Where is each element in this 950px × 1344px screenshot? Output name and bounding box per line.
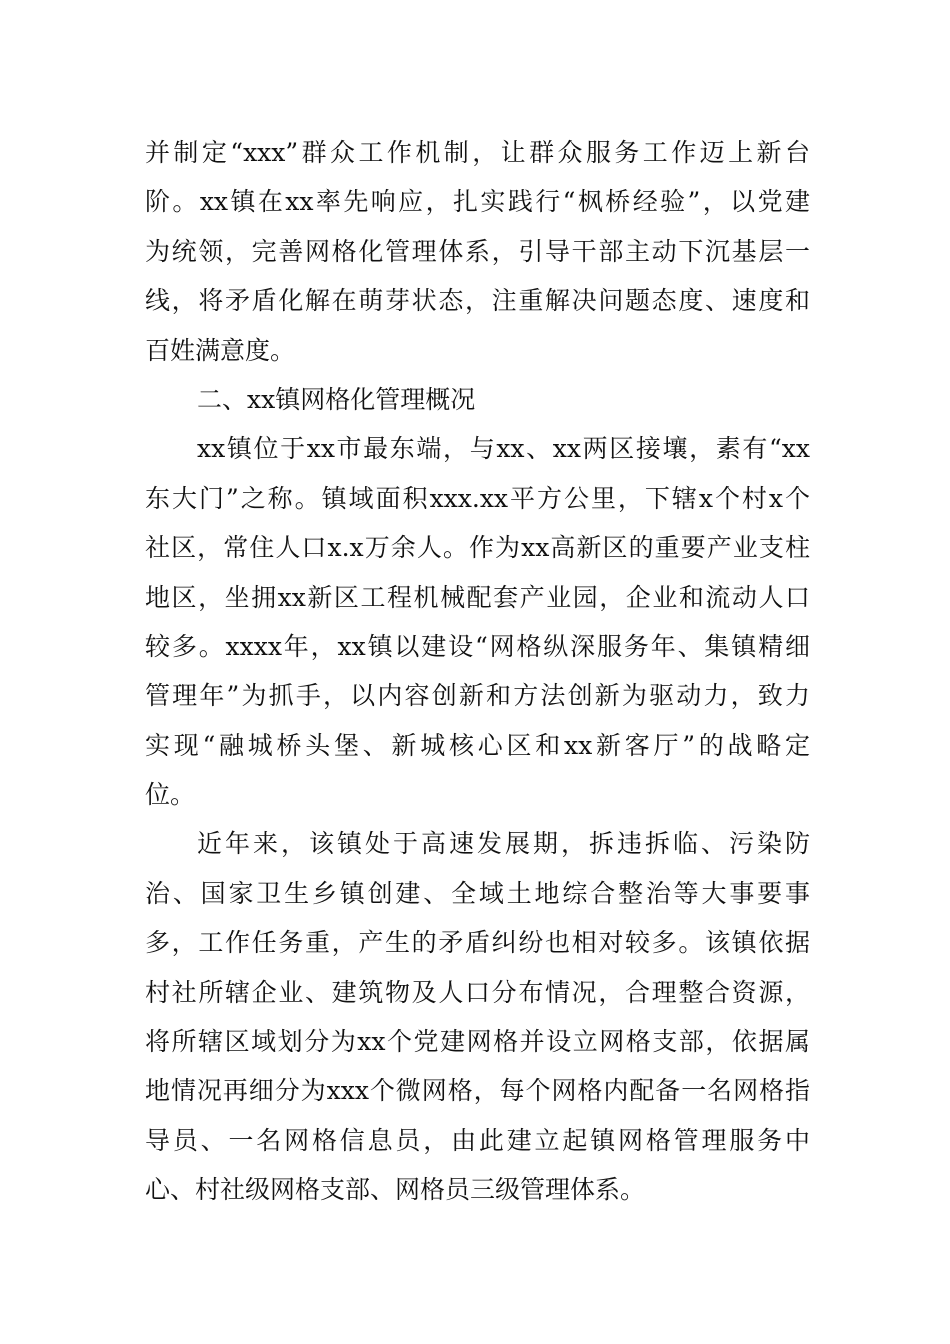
paragraph-line: 百姓满意度。 <box>145 335 296 365</box>
paragraph-overview <box>145 424 810 819</box>
paragraph-line: 治、国家卫生乡镇创建、全域土地综合整治等大事要事 <box>145 878 810 908</box>
paragraph-line: 社区，常住人口x.x万余人。作为xx高新区的重要产业支柱 <box>145 533 810 563</box>
paragraph-line: 线，将矛盾化解在萌芽状态，注重解决问题态度、速度和 <box>145 286 810 316</box>
paragraph-line: xx镇位于xx市最东端，与xx、xx两区接壤，素有“xx <box>197 434 810 464</box>
paragraph-line: 管理年”为抓手，以内容创新和方法创新为驱动力，致力 <box>145 681 810 711</box>
paragraph-line: 心、村社级网格支部、网格员三级管理体系。 <box>145 1175 646 1205</box>
paragraph-line: 导员、一名网格信息员，由此建立起镇网格管理服务中 <box>145 1125 810 1155</box>
paragraph-continued <box>145 128 810 375</box>
section-heading: 二、xx镇网格化管理概况 <box>197 384 476 414</box>
paragraph-line: 并制定“xxx”群众工作机制，让群众服务工作迈上新台 <box>145 138 810 167</box>
paragraph-line: 位。 <box>145 780 196 810</box>
paragraph-line: 实现“融城桥头堡、新城核心区和xx新客厅”的战略定 <box>145 730 810 760</box>
paragraph-line: 为统领，完善网格化管理体系，引导干部主动下沉基层一 <box>145 236 810 266</box>
paragraph-line: 较多。xxxx年，xx镇以建设“网格纵深服务年、集镇精细 <box>145 631 810 661</box>
paragraph-line: 地情况再细分为xxx个微网格，每个网格内配备一名网格指 <box>145 1076 810 1106</box>
paragraph-line: 多，工作任务重，产生的矛盾纠纷也相对较多。该镇依据 <box>145 928 810 958</box>
paragraph-line: 近年来，该镇处于高速发展期，拆违拆临、污染防 <box>197 829 810 859</box>
paragraph-line: 村社所辖企业、建筑物及人口分布情况，合理整合资源， <box>145 977 810 1007</box>
paragraph-line: 阶。xx镇在xx率先响应，扎实践行“枫桥经验”，以党建 <box>145 187 810 217</box>
paragraph-recent-years <box>145 819 810 1214</box>
document-body <box>145 128 810 1215</box>
paragraph-line: 东大门”之称。镇域面积xxx.xx平方公里，下辖x个村x个 <box>145 483 810 513</box>
paragraph-line: 将所辖区域划分为xx个党建网格并设立网格支部，依据属 <box>145 1027 810 1057</box>
paragraph-line: 地区，坐拥xx新区工程机械配套产业园，企业和流动人口 <box>145 582 810 612</box>
